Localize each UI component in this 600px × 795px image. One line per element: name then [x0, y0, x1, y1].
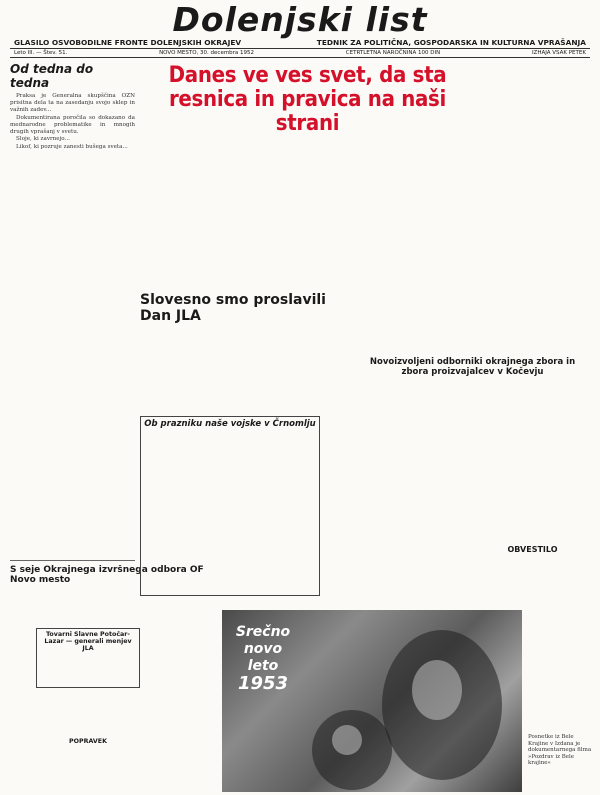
tovarna-headline: Tovarni Slavne Potočar-Lazar — generali menjev JLA: [44, 631, 132, 652]
masthead-subtitles: [0, 38, 600, 47]
crnomelj-article: [140, 416, 320, 596]
photo-caption: Posnetke iz Bele Krajine v Izdana je dokumentarnega filma »Pozdrav iz Bele krajine«: [528, 734, 592, 767]
greeting-line-1: Srečno: [235, 624, 291, 640]
masthead-left-subtitle: GLASILO OSVOBODILNE FRONTE DOLENJSKIH OKRAJEV: [14, 38, 242, 47]
seja-headline: S seje Okrajnega izvršnega odbora OF Novo mesto: [10, 565, 204, 585]
tovarna-box: [36, 628, 140, 688]
new-year-greeting: [228, 624, 298, 692]
left-divider: [10, 560, 135, 561]
newspaper-title: Dolenjski list: [172, 0, 428, 39]
greeting-line-3: leto: [247, 658, 279, 674]
popravek-headline: POPRAVEK: [69, 738, 107, 745]
kocevje-article: [360, 357, 585, 387]
kocevje-headline: Novoizvoljeni odborniki okrajnega zbora in zbora proizvajalcev v Kočevju: [369, 357, 576, 377]
place-date: NOVO MESTO, 30. decembra 1952: [159, 50, 255, 56]
crnomelj-headline: Ob prazniku naše vojske v Črnomlju: [144, 419, 316, 429]
greeting-year: 1953: [237, 673, 289, 694]
publishing-frequency: IZHAJA VSAK PETEK: [531, 50, 586, 56]
dan-jla-headline: Slovesno smo proslavili Dan JLA: [140, 292, 326, 324]
greeting-line-2: novo: [243, 641, 283, 657]
obvestilo-headline: OBVESTILO: [507, 545, 558, 554]
masthead-right-subtitle: TEDNIK ZA POLITIČNA, GOSPODARSKA IN KULTURNA VPRAŠANJA: [316, 38, 586, 47]
issue-info-bar: [10, 48, 590, 58]
left-column-text: Praksa je Generalna skupščina OZN prisitna dela ta na zasedanju svojo sklep in važnih zadev... Dokumentirana poročila so dokazano da mednarodne problematike in mnogih drugih vprašanj v svetu. Sloje, ki zavrnejo... Likof, ki pozruje zanesti bušega sveta...: [10, 93, 135, 151]
main-headline: Danes ve ves svet, da sta resnica in pravica na naši strani: [168, 63, 447, 136]
dan-jla-article: [140, 292, 350, 332]
left-column-headline: Od tedna do tedna: [10, 62, 94, 90]
subscription-price: CETRTLETNA NAROČNINA 100 DIN: [345, 50, 441, 56]
issue-number: Leto III. — Štev. 51.: [14, 50, 68, 56]
popravek-box: [36, 738, 140, 795]
